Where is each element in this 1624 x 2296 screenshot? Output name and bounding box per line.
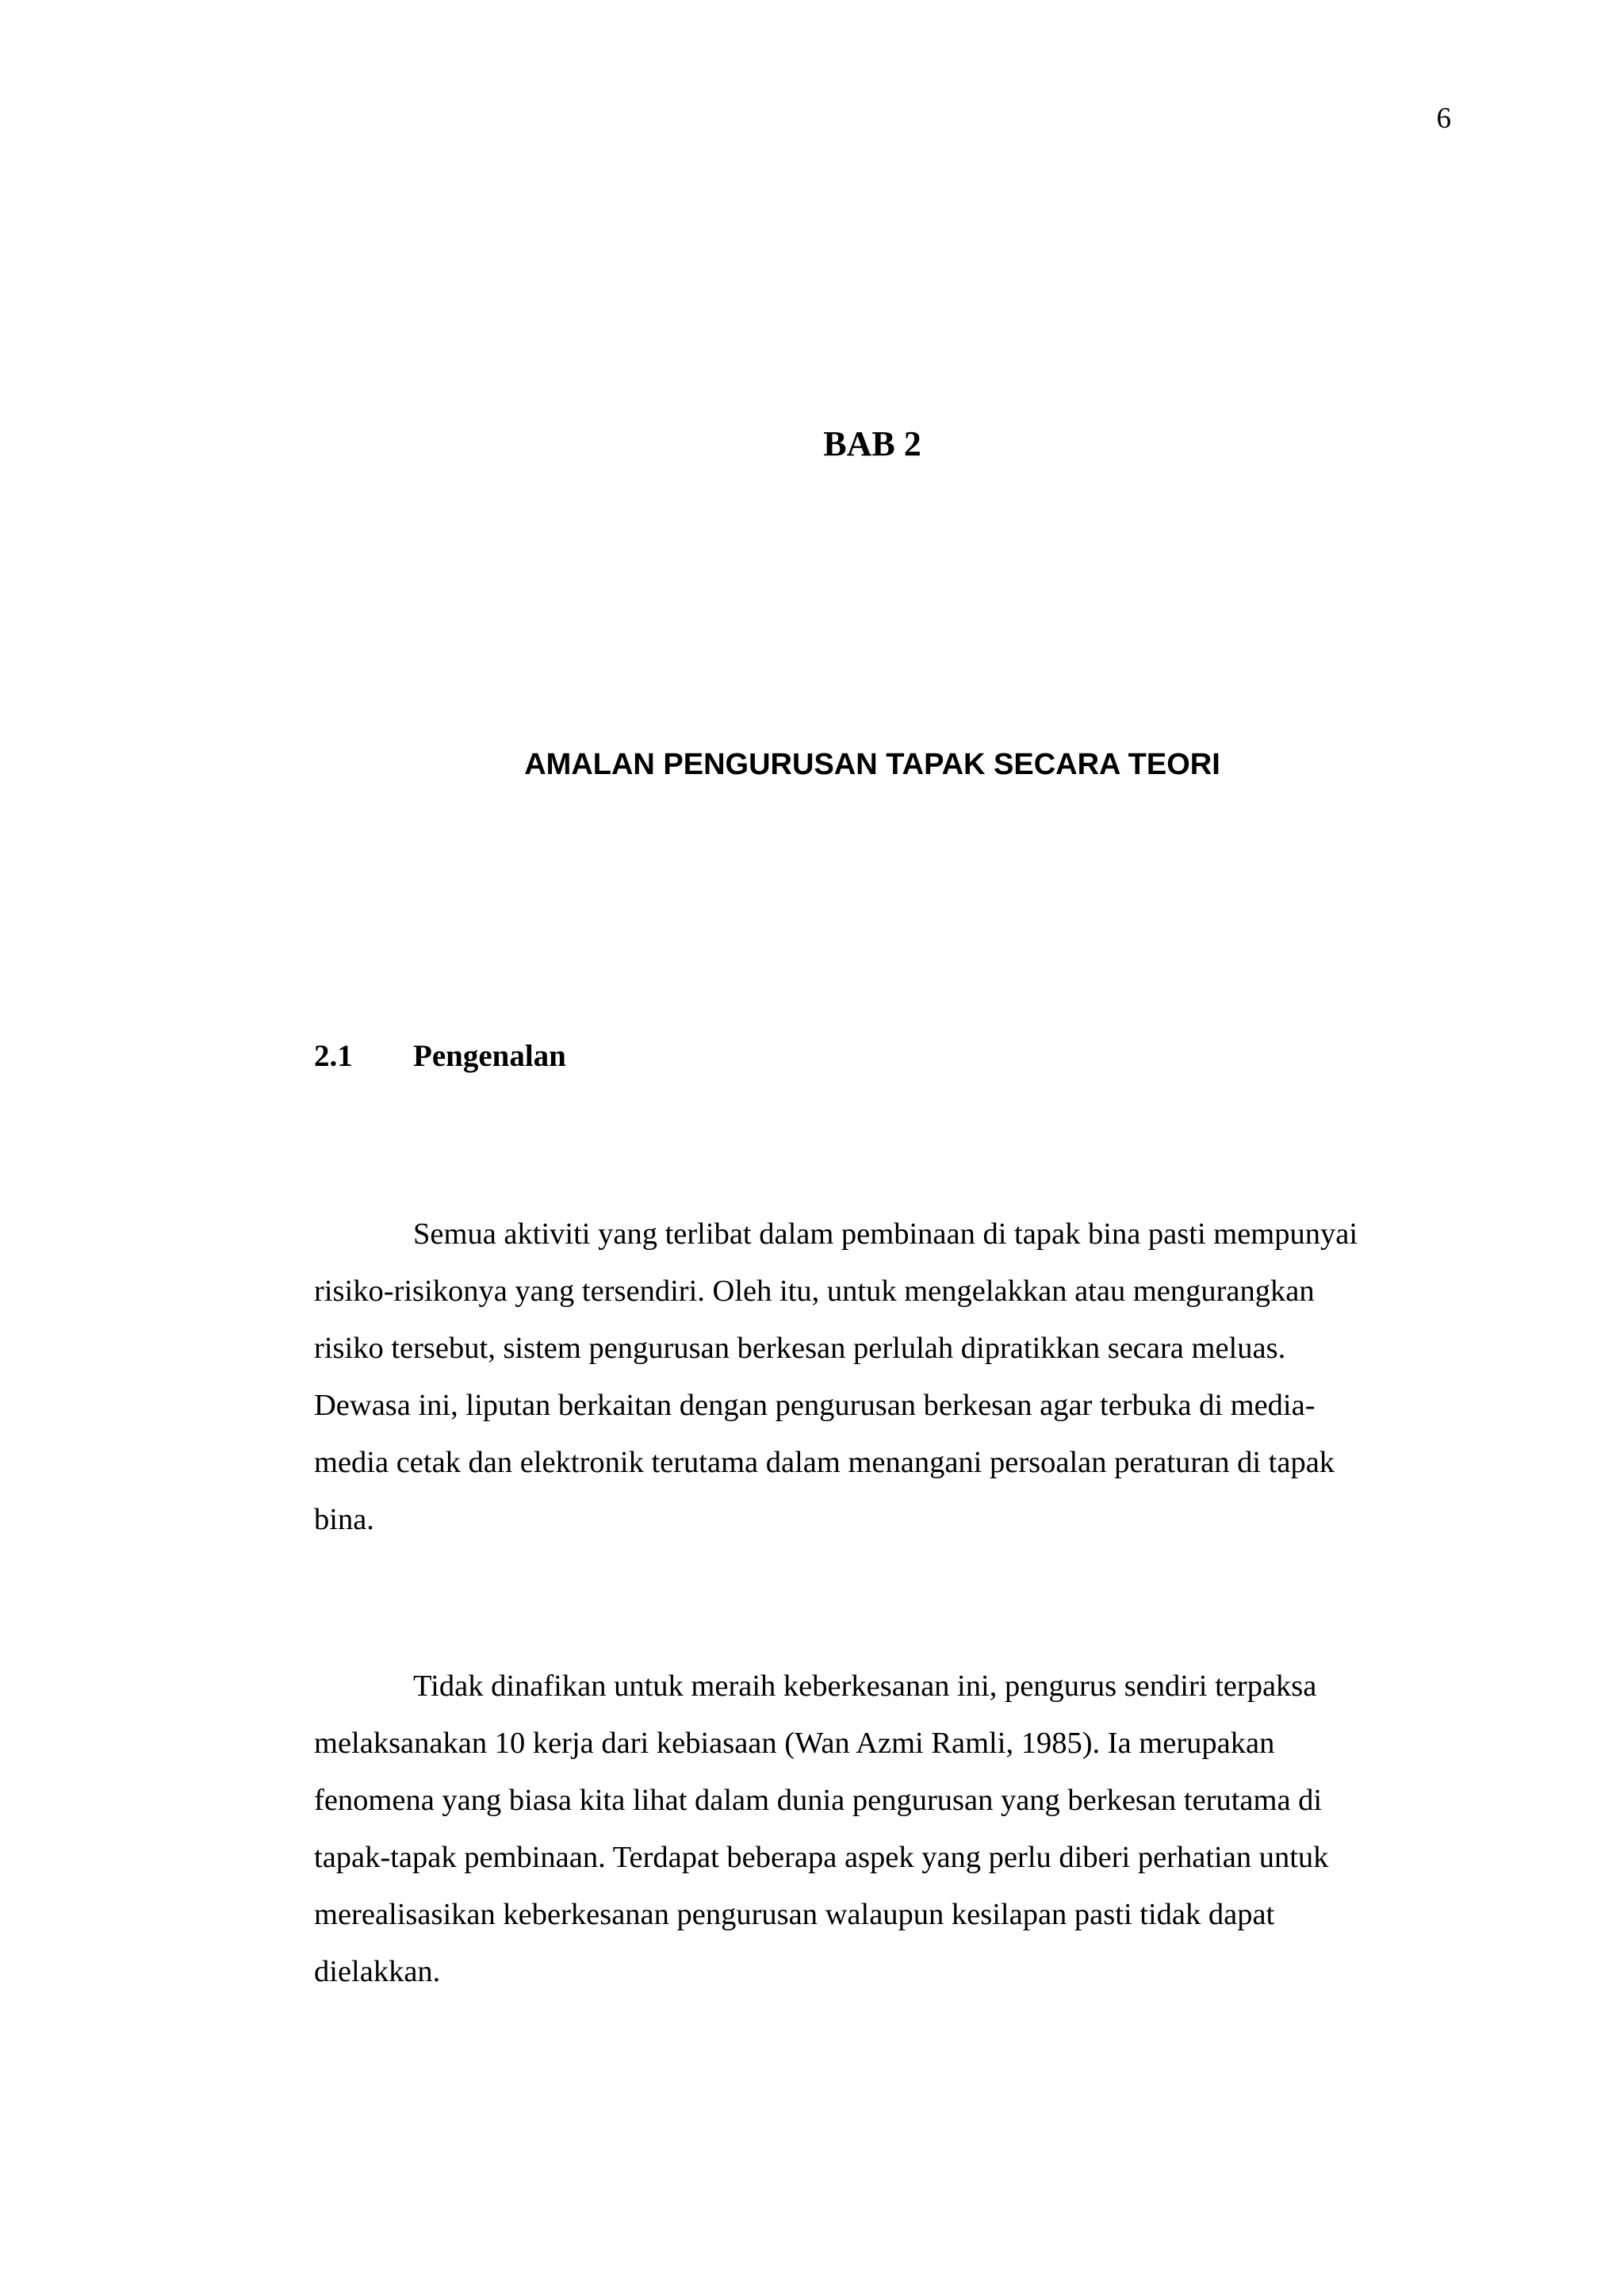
paragraph-line: Tidak dinafikan untuk meraih keberkesanan ini, pengurus sendiri terpaksa (413, 1669, 1317, 1703)
paragraph-line: risiko-risikonya yang tersendiri. Oleh itu, untuk mengelakkan atau mengurangkan (314, 1274, 1315, 1308)
paragraph-line: dielakkan. (314, 1955, 441, 1988)
paragraph (314, 1658, 1464, 2000)
section-number: 2.1 (314, 1039, 353, 1073)
paragraph-line: tapak-tapak pembinaan. Terdapat beberapa aspek yang perlu diberi perhatian untuk (314, 1841, 1329, 1874)
paragraph-line: bina. (314, 1503, 374, 1536)
paragraph-line: risiko tersebut, sistem pengurusan berkesan perlulah dipratikkan secara meluas. (314, 1332, 1286, 1365)
section-title: Pengenalan (413, 1039, 566, 1073)
paragraph-line: Dewasa ini, liputan berkaitan dengan pengurusan berkesan agar terbuka di media- (314, 1389, 1316, 1422)
page-number: 6 (1436, 102, 1451, 135)
chapter-title: AMALAN PENGURUSAN TAPAK SECARA TEORI (524, 748, 1220, 781)
paragraph-line: fenomena yang biasa kita lihat dalam dunia pengurusan yang berkesan terutama di (314, 1784, 1323, 1817)
section-heading (314, 1036, 566, 1077)
paragraph (314, 1205, 1464, 1548)
paragraph-line: media cetak dan elektronik terutama dalam menangani persoalan peraturan di tapak (314, 1446, 1335, 1479)
chapter-label: BAB 2 (823, 424, 921, 463)
paragraph-line: Semua aktiviti yang terlibat dalam pembinaan di tapak bina pasti mempunyai (413, 1217, 1358, 1251)
paragraph-line: melaksanakan 10 kerja dari kebiasaan (Wan Azmi Ramli, 1985). Ia merupakan (314, 1727, 1275, 1760)
paragraph-line: merealisasikan keberkesanan pengurusan walaupun kesilapan pasti tidak dapat (314, 1898, 1275, 1931)
